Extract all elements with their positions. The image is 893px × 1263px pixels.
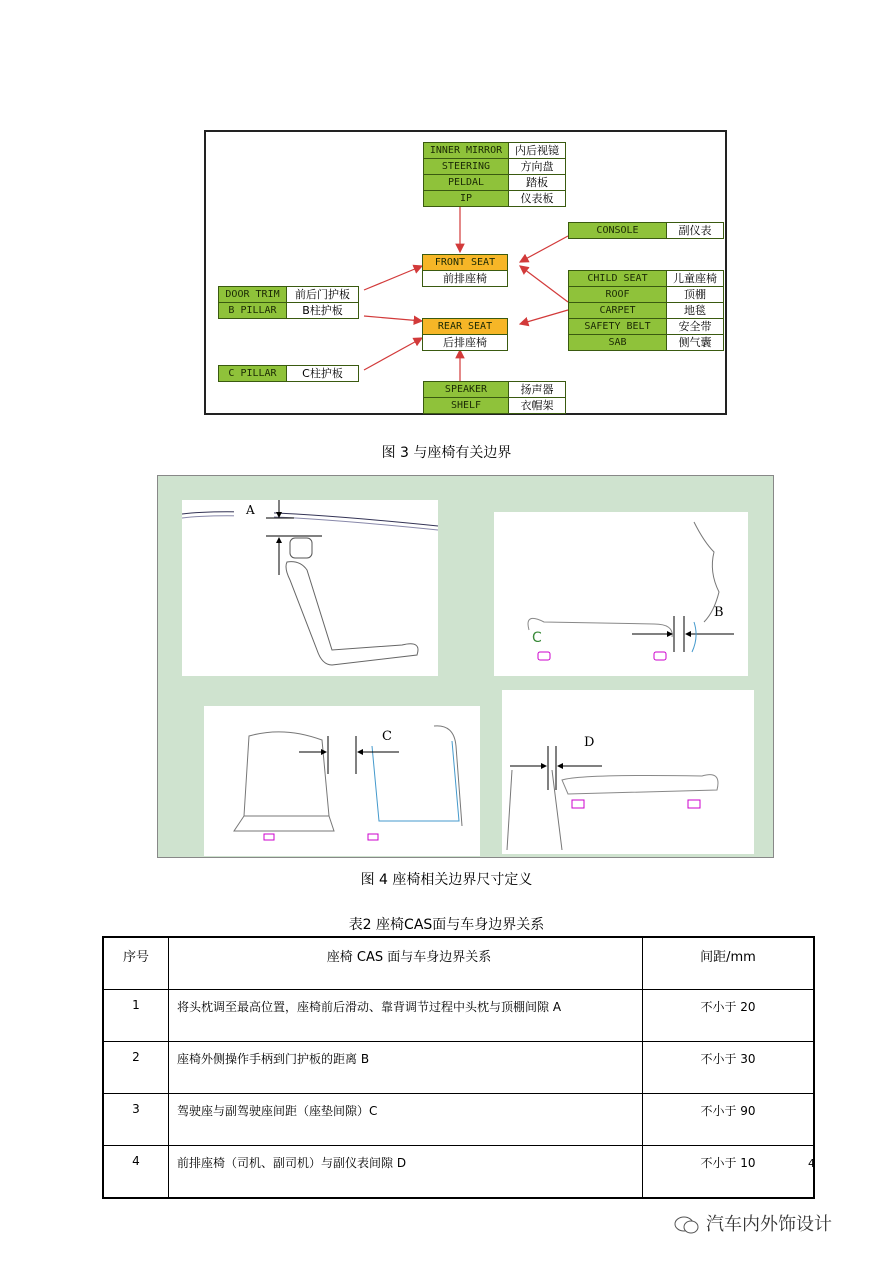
console-table xyxy=(568,222,724,239)
left-group-table xyxy=(218,286,359,319)
arrow-right-to-rear xyxy=(520,310,568,324)
panel-c-seat-gap xyxy=(204,706,480,856)
label-en: PELDAL xyxy=(424,175,509,191)
arrow-cpillar-to-rear xyxy=(364,338,422,370)
label-cn: 儿童座椅 xyxy=(667,271,724,287)
label-cn: 副仪表 xyxy=(667,223,724,239)
figure-4-panels xyxy=(157,475,774,858)
panel-d-console-gap xyxy=(502,690,754,854)
cell-distance: 不小于 20 xyxy=(643,990,815,1042)
table-row xyxy=(103,1146,814,1199)
label-cn: 侧气囊 xyxy=(667,335,724,351)
label-en: IP xyxy=(424,191,509,207)
table-row xyxy=(103,1042,814,1094)
label-en: ROOF xyxy=(569,287,667,303)
label-cn: 仪表板 xyxy=(509,191,566,207)
table-title: 表2 座椅CAS面与车身边界关系 xyxy=(348,917,545,933)
cell-relation: 驾驶座与副驾驶座间距（座垫间隙）C xyxy=(169,1094,643,1146)
label-cn: 内后视镜 xyxy=(509,143,566,159)
cell-distance: 不小于 10 xyxy=(643,1146,815,1199)
arrow-left-to-front xyxy=(364,266,422,290)
label-en: REAR SEAT xyxy=(423,319,508,335)
cell-relation: 前排座椅（司机、副司机）与副仪表间隙 D xyxy=(169,1146,643,1199)
figure-4-caption: 图 4 座椅相关边界尺寸定义 xyxy=(360,872,533,888)
label-en: CONSOLE xyxy=(569,223,667,239)
label-en: INNER MIRROR xyxy=(424,143,509,159)
page-number: 4 xyxy=(808,1157,815,1170)
label-cn: 前排座椅 xyxy=(423,271,508,287)
label-en: B PILLAR xyxy=(219,303,287,319)
brand-watermark xyxy=(674,1210,832,1236)
label-en: DOOR TRIM xyxy=(219,287,287,303)
c-pillar-table xyxy=(218,365,359,382)
label-b: B xyxy=(714,605,724,620)
panel-a-headrest-gap xyxy=(182,500,438,676)
cell-index: 4 xyxy=(103,1146,169,1199)
wechat-icon xyxy=(674,1214,700,1236)
right-group-table xyxy=(568,270,724,351)
table-row xyxy=(103,1094,814,1146)
label-en: FRONT SEAT xyxy=(423,255,508,271)
arrow-left-to-rear xyxy=(364,316,422,321)
label-cn: 顶棚 xyxy=(667,287,724,303)
figure-3-diagram xyxy=(204,130,727,415)
header-index: 序号 xyxy=(103,937,169,990)
cell-relation: 座椅外侧操作手柄到门护板的距离 B xyxy=(169,1042,643,1094)
label-en: CARPET xyxy=(569,303,667,319)
cell-distance: 不小于 30 xyxy=(643,1042,815,1094)
label-cn: 前后门护板 xyxy=(287,287,359,303)
label-cn: 地毯 xyxy=(667,303,724,319)
table-row xyxy=(103,990,814,1042)
top-group-table xyxy=(423,142,566,207)
label-cn: C柱护板 xyxy=(287,366,359,382)
label-en: CHILD SEAT xyxy=(569,271,667,287)
bottom-group-table xyxy=(423,381,566,414)
cell-distance: 不小于 90 xyxy=(643,1094,815,1146)
figure-3-caption: 图 3 与座椅有关边界 xyxy=(381,445,512,461)
label-en: SAFETY BELT xyxy=(569,319,667,335)
label-en: STEERING xyxy=(424,159,509,175)
cell-index: 1 xyxy=(103,990,169,1042)
label-cn: 安全带 xyxy=(667,319,724,335)
header-distance: 间距/mm xyxy=(643,937,815,990)
cell-index: 3 xyxy=(103,1094,169,1146)
label-cn: 后排座椅 xyxy=(423,335,508,351)
label-cn: 扬声器 xyxy=(509,382,566,398)
cas-boundary-table xyxy=(102,936,815,1199)
label-a: A xyxy=(246,503,255,517)
table-header-row xyxy=(103,937,814,990)
label-c: C xyxy=(382,729,392,744)
label-d: D xyxy=(584,735,595,750)
arrow-console-to-front xyxy=(520,236,568,262)
label-cn: 踏板 xyxy=(509,175,566,191)
label-cn: B柱护板 xyxy=(287,303,359,319)
header-relation: 座椅 CAS 面与车身边界关系 xyxy=(169,937,643,990)
label-en: C PILLAR xyxy=(219,366,287,382)
label-en: SHELF xyxy=(424,398,509,414)
arrow-right-to-front xyxy=(520,266,568,302)
label-en: SPEAKER xyxy=(424,382,509,398)
brand-name: 汽车内外饰设计 xyxy=(706,1214,832,1235)
rear-seat-table xyxy=(422,318,508,351)
label-c-mark: C xyxy=(532,630,542,646)
label-en: SAB xyxy=(569,335,667,351)
cell-index: 2 xyxy=(103,1042,169,1094)
panel-b-handle-to-door xyxy=(494,512,748,676)
label-cn: 衣帽架 xyxy=(509,398,566,414)
label-cn: 方向盘 xyxy=(509,159,566,175)
cell-relation: 将头枕调至最高位置，座椅前后滑动、靠背调节过程中头枕与顶棚间隙 A xyxy=(169,990,643,1042)
front-seat-table xyxy=(422,254,508,287)
